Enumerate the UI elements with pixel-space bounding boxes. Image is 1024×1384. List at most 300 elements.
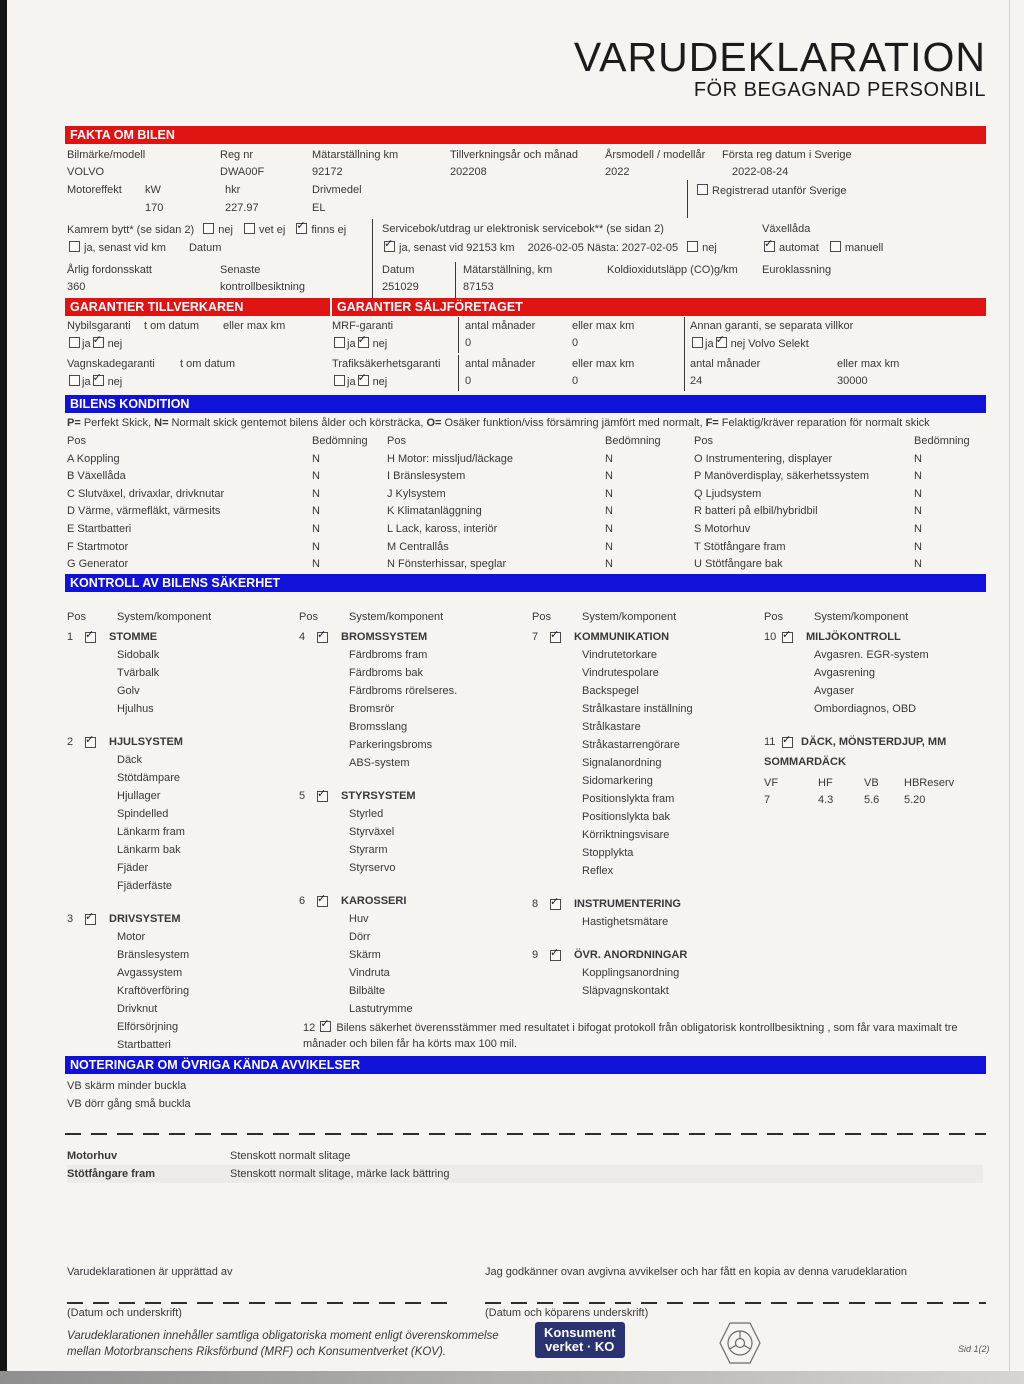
page-right-edge <box>1009 0 1010 1384</box>
label-automat: automat <box>779 242 819 254</box>
kondition-item: E Startbatteri <box>67 522 132 535</box>
group-title: HJULSYSTEM <box>109 736 183 748</box>
label-hkr: hkr <box>225 184 241 196</box>
checkbox-vaxellada-automat[interactable] <box>764 241 775 252</box>
value-matarstallning-km: 87153 <box>463 281 494 293</box>
label-bilmarke: Bilmärke/modell <box>67 149 146 161</box>
checkbox-nybils-nej[interactable] <box>93 337 104 348</box>
kondition-row <box>67 521 385 539</box>
checkbox-kamrem-finns-ej[interactable] <box>296 223 307 234</box>
safety-item: Reflex <box>582 865 614 877</box>
value-hkr: 227.97 <box>225 202 259 214</box>
pos-header: Pos <box>299 611 318 623</box>
safety-item: Bränslesystem <box>117 949 190 961</box>
safety-group-ovr-anordningar <box>532 946 760 1000</box>
label-servicebok-nej: nej <box>702 242 717 254</box>
checkbox-annan-nej[interactable] <box>716 337 727 348</box>
value-bilmarke: VOLVO <box>67 166 105 178</box>
checkbox-note-12[interactable] <box>320 1021 331 1032</box>
checkbox-bromssystem[interactable] <box>317 632 328 643</box>
note-12-number: 12 <box>303 1022 316 1034</box>
kondition-item: R batteri på elbil/hybridbil <box>694 505 818 518</box>
divider-trafik <box>458 355 459 391</box>
value-annan-max: 30000 <box>837 375 868 387</box>
kondition-item: A Koppling <box>67 452 120 465</box>
kondition-grade: N <box>914 540 922 553</box>
page-left-edge <box>0 0 7 1384</box>
label-kw: kW <box>145 184 161 196</box>
label-motoreffekt: Motoreffekt <box>67 184 122 196</box>
tyre-header: HF <box>818 777 833 789</box>
label-registrerad-utanfor: Registrerad utanför Sverige <box>712 185 847 197</box>
group-title: DÄCK, MÖNSTERDJUP, MM <box>801 736 947 748</box>
group-number: 3 <box>67 913 74 925</box>
kondition-head <box>694 433 984 451</box>
kondition-column-3 <box>694 433 984 574</box>
safety-item: Kraftöverföring <box>117 985 190 997</box>
checkbox-vaxellada-manuell[interactable] <box>830 241 841 252</box>
safety-item: Parkeringsbroms <box>349 739 433 751</box>
group-number: 1 <box>67 631 74 643</box>
safety-column-3 <box>532 608 760 1000</box>
safety-item: Avgaser <box>814 685 855 697</box>
safety-item: Färdbroms bak <box>349 667 423 679</box>
group-title: STYRSYSTEM <box>341 790 416 802</box>
label-koldioxid: Koldioxidutsläpp (CO)g/km <box>607 264 738 276</box>
legend-f: F= <box>705 417 719 429</box>
kondition-item: J Kylsystem <box>387 487 446 500</box>
checkbox-karosseri[interactable] <box>317 896 328 907</box>
label-servicebok: Servicebok/utdrag ur elektronisk servicebok** (se sidan 2) <box>382 223 664 235</box>
group-title: STOMME <box>109 631 158 643</box>
safety-item: Vindruta <box>349 967 390 979</box>
value-annan-antal: 24 <box>690 375 703 387</box>
safety-column-head <box>764 608 986 626</box>
system-header: System/komponent <box>117 611 212 623</box>
section-noteringar <box>65 1056 986 1196</box>
checkbox-servicebok-nej[interactable] <box>687 241 698 252</box>
kondition-head <box>387 433 690 451</box>
system-header: System/komponent <box>814 611 909 623</box>
label-manuell: manuell <box>844 242 884 254</box>
safety-item: Positionslykta bak <box>582 811 671 823</box>
safety-group-styrsystem <box>299 787 527 877</box>
kondition-item: P Manöverdisplay, säkerhetssystem <box>694 470 870 483</box>
value-matarstallning: 92172 <box>312 166 343 178</box>
group-number: 4 <box>299 631 306 643</box>
safety-item: Fjäderfäste <box>117 880 173 892</box>
label-annan-garanti: Annan garanti, se separata villkor <box>690 320 854 332</box>
group-title: INSTRUMENTERING <box>574 898 681 910</box>
label-servicebok-ja: ja, senast vid 92153 km <box>399 242 515 254</box>
kondition-grade: N <box>914 452 922 465</box>
value-kw: 170 <box>145 202 164 214</box>
label-trafik-ja: ja <box>347 376 356 388</box>
group-title: KOMMUNIKATION <box>574 631 670 643</box>
label-godkanner: Jag godkänner ovan avgivna avvikelser och har fått en kopia av denna varudeklaration <box>485 1266 907 1278</box>
section-fakta-om-bilen <box>65 126 986 298</box>
emblem-logo <box>717 1320 763 1366</box>
label-nybils-ja: ja <box>82 338 91 350</box>
checkbox-kamrem-ja[interactable] <box>69 241 80 252</box>
tyre-value: 5.2 <box>904 794 920 806</box>
kondition-item: Q Ljudsystem <box>694 487 762 500</box>
value-servicebok-dates: 2026-02-05 Nästa: 2027-02-05 <box>527 242 679 254</box>
section-bilens-kondition <box>65 395 986 575</box>
label-matarstallning-km: Mätarställning, km <box>463 264 553 276</box>
kondition-grade: N <box>312 470 320 483</box>
safety-item: Färdbroms fram <box>349 649 428 661</box>
label-trafiksakerhetsgaranti: Trafiksäkerhetsgaranti <box>332 358 441 370</box>
kondition-row <box>694 503 984 521</box>
kondition-item: N Fönsterhissar, speglar <box>387 558 507 571</box>
label-mrf-antal: antal månader <box>465 320 536 332</box>
legend-n: N= <box>154 417 169 429</box>
noteringar-divider <box>65 1133 986 1135</box>
kondition-item: G Generator <box>67 558 129 571</box>
safety-item: Styrled <box>349 808 384 820</box>
legend-p: P= <box>67 417 81 429</box>
checkbox-hjulsystem[interactable] <box>85 737 96 748</box>
checkbox-trafik-nej[interactable] <box>358 375 369 386</box>
kondition-grade: N <box>605 558 613 571</box>
safety-item: Bromsrör <box>349 703 395 715</box>
kondition-item: C Slutväxel, drivaxlar, drivknutar <box>67 487 225 500</box>
section-footer <box>65 1256 990 1371</box>
label-upprattad-av: Varudeklarationen är upprättad av <box>67 1266 233 1278</box>
label-mrf-ja: ja <box>347 338 356 350</box>
safety-item: Styrväxel <box>349 826 395 838</box>
label-trafik-max: eller max km <box>572 358 635 370</box>
kondition-row <box>387 503 690 521</box>
safety-item: Strålkastare inställning <box>582 703 693 715</box>
label-mrf-nej: nej <box>372 338 388 350</box>
group-title: KAROSSERI <box>341 895 407 907</box>
safety-item: Motor <box>117 931 146 943</box>
label-vaxellada: Växellåda <box>762 223 811 235</box>
page-number: Sid 1(2) <box>958 1344 990 1354</box>
safety-item: Huv <box>349 913 369 925</box>
safety-column-4 <box>764 608 986 809</box>
label-eller-max-km: eller max km <box>223 320 286 332</box>
label-vagnskade-ja: ja <box>82 376 91 388</box>
kondition-row <box>694 556 984 574</box>
kondition-grade: N <box>914 470 922 483</box>
value-datum: 251029 <box>382 281 419 293</box>
pos-header: Pos <box>67 435 86 447</box>
group-number: 7 <box>532 631 539 643</box>
checkbox-styrsystem[interactable] <box>317 791 328 802</box>
safety-item: Färdbroms rörelseres. <box>349 685 458 697</box>
safety-column-2 <box>299 608 527 1018</box>
safety-group-hjulsystem <box>67 733 295 895</box>
safety-group-dack <box>764 733 986 809</box>
label-kamrem-nej: nej <box>218 224 233 236</box>
avvikelse-note: Stenskott normalt slitage, märke lack bättring <box>230 1168 450 1180</box>
safety-item: Drivknut <box>117 1003 158 1015</box>
section-header-sakerhet: KONTROLL AV BILENS SÄKERHET <box>65 574 986 592</box>
tyre-header-row <box>764 775 986 792</box>
signature-line-seller[interactable] <box>67 1302 455 1304</box>
kondition-rows <box>694 451 984 574</box>
label-sommardack: SOMMARDÄCK <box>764 756 846 768</box>
kondition-row <box>67 486 385 504</box>
legend-o: O= <box>426 417 442 429</box>
kondition-row <box>387 468 690 486</box>
kondition-grade: N <box>312 540 320 553</box>
safety-item: Bilbälte <box>349 985 386 997</box>
safety-item: Länkarm fram <box>117 826 185 838</box>
checkbox-stomme[interactable] <box>85 632 96 643</box>
group-title: BROMSSYSTEM <box>341 631 428 643</box>
checkbox-instrumentering[interactable] <box>550 899 561 910</box>
checkbox-registrerad-utanfor-sverige[interactable] <box>697 184 708 195</box>
divider-mrf <box>458 317 459 353</box>
note-12 <box>303 1020 985 1052</box>
safety-group-stomme <box>67 628 295 718</box>
kondition-item: B Växellåda <box>67 470 126 483</box>
pos-header: Pos <box>387 435 406 447</box>
kondition-row <box>694 521 984 539</box>
safety-item: Lastutrymme <box>349 1003 413 1015</box>
safety-group-drivsystem <box>67 910 295 1054</box>
label-kamrem-vet-ej: vet ej <box>258 224 286 236</box>
checkbox-kamrem-nej[interactable] <box>203 223 214 234</box>
kondition-grade: N <box>605 470 613 483</box>
noteringar-line-1: VB skärm minder buckla <box>67 1080 187 1092</box>
bedomning-header: Bedömning <box>914 435 970 447</box>
tyre-value: 5.6 <box>864 794 880 806</box>
checkbox-servicebok-ja[interactable] <box>384 241 395 252</box>
konsumentverket-logo-line1: Konsument <box>544 1325 616 1340</box>
label-mrf-garanti: MRF-garanti <box>332 320 394 332</box>
avvikelse-part: Motorhuv <box>67 1150 118 1162</box>
checkbox-miljokontroll[interactable] <box>782 632 793 643</box>
kondition-grade: N <box>914 487 922 500</box>
legend-p-text: Perfekt Skick, <box>80 417 155 429</box>
section-header-noteringar: NOTERINGAR OM ÖVRIGA KÄNDA AVVIKELSER <box>65 1056 986 1074</box>
section-header-fakta: FAKTA OM BILEN <box>65 126 986 144</box>
checkbox-vagnskade-nej[interactable] <box>93 375 104 386</box>
konsumentverket-logo-line2: verket · KO <box>545 1339 615 1354</box>
label-regnr: Reg nr <box>220 149 254 161</box>
safety-column-head <box>532 608 760 626</box>
kondition-row <box>67 556 385 574</box>
safety-item: Stötdämpare <box>117 772 180 784</box>
legend-o-text: Osäker funktion/viss försämring jämfört med normalt, <box>441 417 706 429</box>
safety-item: Körriktningsvisare <box>582 829 670 841</box>
label-kontrollbesiktning: kontrollbesiktning <box>220 281 305 293</box>
kondition-row <box>387 486 690 504</box>
label-tom-datum: t om datum <box>144 320 200 332</box>
kondition-item: M Centrallås <box>387 540 449 553</box>
section-garantier <box>65 298 986 395</box>
checkbox-mrf-ja[interactable] <box>334 337 345 348</box>
note-12-text: Bilens säkerhet överensstämmer med resultatet i bifogat protokoll från obligatorisk kontrollbesiktning , som får vara maximalt tre månader och bilen får ha körts max 100 mil. <box>303 1022 958 1050</box>
value-drivmedel: EL <box>312 202 326 214</box>
safety-item: Dörr <box>349 931 371 943</box>
kondition-legend <box>67 417 930 429</box>
kondition-grade: N <box>914 505 922 518</box>
group-number: 8 <box>532 898 539 910</box>
kondition-grade: N <box>312 505 320 518</box>
label-vagnskadegaranti: Vagnskadegaranti <box>67 358 155 370</box>
label-mrf-max: eller max km <box>572 320 635 332</box>
kondition-row <box>387 451 690 469</box>
tyre-header: HB <box>904 777 920 789</box>
tyre-value: 7 <box>764 794 771 806</box>
checkbox-dack[interactable] <box>782 737 793 748</box>
divider-annan <box>684 317 685 391</box>
kondition-row <box>694 451 984 469</box>
tyre-value: 4.3 <box>818 794 834 806</box>
kondition-grade: N <box>312 487 320 500</box>
bedomning-header: Bedömning <box>312 435 368 447</box>
kondition-item: I Bränslesystem <box>387 470 466 483</box>
checkbox-annan-ja[interactable] <box>692 337 703 348</box>
kondition-grade: N <box>312 558 320 571</box>
konsumentverket-logo <box>535 1322 625 1358</box>
value-regnr: DWA00F <box>220 166 265 178</box>
kondition-column-1 <box>67 433 385 574</box>
kondition-grade: N <box>312 522 320 535</box>
safety-group-miljokontroll <box>764 628 986 718</box>
value-trafik-antal: 0 <box>465 375 472 387</box>
safety-item: Tvärbalk <box>117 667 160 679</box>
kondition-item: H Motor: missljud/läckage <box>387 452 513 465</box>
kondition-grade: N <box>605 505 613 518</box>
safety-item: Styrservo <box>349 862 396 874</box>
avvikelse-part: Stötfångare fram <box>67 1168 156 1180</box>
kondition-row <box>387 539 690 557</box>
avvikelse-row-2 <box>67 1165 983 1183</box>
safety-item: Skärm <box>349 949 381 961</box>
kondition-grade: N <box>312 452 320 465</box>
kondition-grade: N <box>605 540 613 553</box>
label-euroklassning: Euroklassning <box>762 264 832 276</box>
value-tillverkningsar: 202208 <box>450 166 487 178</box>
avvikelse-note: Stenskott normalt slitage <box>230 1150 351 1162</box>
group-number: 5 <box>299 790 306 802</box>
kondition-item: L Lack, kaross, interiör <box>387 522 498 535</box>
label-trafik-antal: antal månader <box>465 358 536 370</box>
divider-servicebok <box>372 219 373 301</box>
kondition-row <box>387 556 690 574</box>
noteringar-line-2: VB dörr gång små buckla <box>67 1098 191 1110</box>
safety-group-instrumentering <box>532 895 760 931</box>
kondition-row <box>694 486 984 504</box>
kondition-rows <box>67 451 385 574</box>
safety-item: Vindrutespolare <box>582 667 659 679</box>
safety-item: Elförsörjning <box>117 1021 179 1033</box>
checkbox-vagnskade-ja[interactable] <box>69 375 80 386</box>
kondition-grade: N <box>914 558 922 571</box>
label-kamrem: Kamrem bytt* (se sidan 2) <box>67 224 195 236</box>
safety-item: Sidomarkering <box>582 775 653 787</box>
safety-item: Styrarm <box>349 844 388 856</box>
label-vagnskade-nej: nej <box>107 376 123 388</box>
kondition-item: S Motorhuv <box>694 522 751 535</box>
checkbox-kommunikation[interactable] <box>550 632 561 643</box>
kondition-item: K Klimatanläggning <box>387 505 482 518</box>
checkbox-trafik-ja[interactable] <box>334 375 345 386</box>
label-trafik-nej: nej <box>372 376 388 388</box>
safety-item: Stopplykta <box>582 847 634 859</box>
label-annan-ja: ja <box>705 338 714 350</box>
checkbox-mrf-nej[interactable] <box>358 337 369 348</box>
label-forsta-reg: Första reg datum i Sverige <box>722 149 852 161</box>
safety-item: Avgassystem <box>117 967 183 979</box>
safety-item: Golv <box>117 685 140 697</box>
checkbox-nybils-ja[interactable] <box>69 337 80 348</box>
label-arsmodell: Årsmodell / modellår <box>605 149 706 161</box>
safety-item: Backspegel <box>582 685 639 697</box>
safety-group-karosseri <box>299 892 527 1018</box>
checkbox-drivsystem[interactable] <box>85 914 96 925</box>
safety-column-head <box>67 608 295 626</box>
legend-f-text: Felaktig/kräver reparation för normalt skick <box>718 417 930 429</box>
kondition-row <box>694 539 984 557</box>
document-subtitle: FÖR BEGAGNAD PERSONBIL <box>693 79 986 101</box>
safety-item: Länkarm bak <box>117 844 181 856</box>
divider-datum-matar <box>455 262 456 301</box>
signature-line-buyer[interactable] <box>485 1302 986 1304</box>
kondition-item: U Stötfångare bak <box>694 558 783 571</box>
label-kamrem-finns-ej: finns ej <box>311 224 347 236</box>
kondition-row <box>67 539 385 557</box>
safety-item: Kopplingsanordning <box>582 967 680 979</box>
group-number: 11 <box>764 736 776 748</box>
checkbox-kamrem-vet-ej[interactable] <box>244 223 255 234</box>
safety-item: Släpvagnskontakt <box>582 985 669 997</box>
checkbox-ovr-anordningar[interactable] <box>550 950 561 961</box>
garanti-salj-area <box>332 298 986 395</box>
safety-item: Strålkastare <box>582 721 641 733</box>
kondition-rows <box>387 451 690 574</box>
section-header-garantier-saljforetaget: GARANTIER SÄLJFÖRETAGET <box>332 298 986 316</box>
kondition-row <box>694 468 984 486</box>
legend-n-text: Normalt skick gentemot bilens ålder och körsträcka, <box>168 417 427 429</box>
kondition-grade: N <box>605 487 613 500</box>
label-matarstallning: Mätarställning km <box>312 149 399 161</box>
kondition-item: F Startmotor <box>67 540 129 553</box>
label-tillverkningsar: Tillverkningsår och månad <box>450 149 578 161</box>
group-title: MILJÖKONTROLL <box>806 631 901 643</box>
safety-item: Sidobalk <box>117 649 160 661</box>
kondition-row <box>67 503 385 521</box>
safety-item: Avgasrening <box>814 667 875 679</box>
kondition-grade: N <box>914 522 922 535</box>
kondition-head <box>67 433 385 451</box>
safety-item: Positionslykta fram <box>582 793 675 805</box>
safety-item: ABS-system <box>349 757 410 769</box>
system-header: System/komponent <box>582 611 677 623</box>
label-datum-underskrift: (Datum och underskrift) <box>67 1307 182 1319</box>
value-forsta-reg: 2022-08-24 <box>732 166 789 178</box>
label-datum: Datum <box>382 264 415 276</box>
kondition-item: O Instrumentering, displayer <box>694 452 833 465</box>
label-annan-max: eller max km <box>837 358 900 370</box>
bedomning-header: Bedömning <box>605 435 661 447</box>
section-kontroll-sakerhet <box>65 574 986 1056</box>
section-header-garantier-tillverkaren: GARANTIER TILLVERKAREN <box>65 298 330 316</box>
safety-item: Ombordiagnos, OBD <box>814 703 917 715</box>
tyre-value: 0 <box>919 794 926 806</box>
safety-item: Hastighetsmätare <box>582 916 669 928</box>
document-title: VARUDEKLARATION <box>573 34 986 80</box>
group-number: 2 <box>67 736 74 748</box>
safety-item: Hjullager <box>117 790 161 802</box>
